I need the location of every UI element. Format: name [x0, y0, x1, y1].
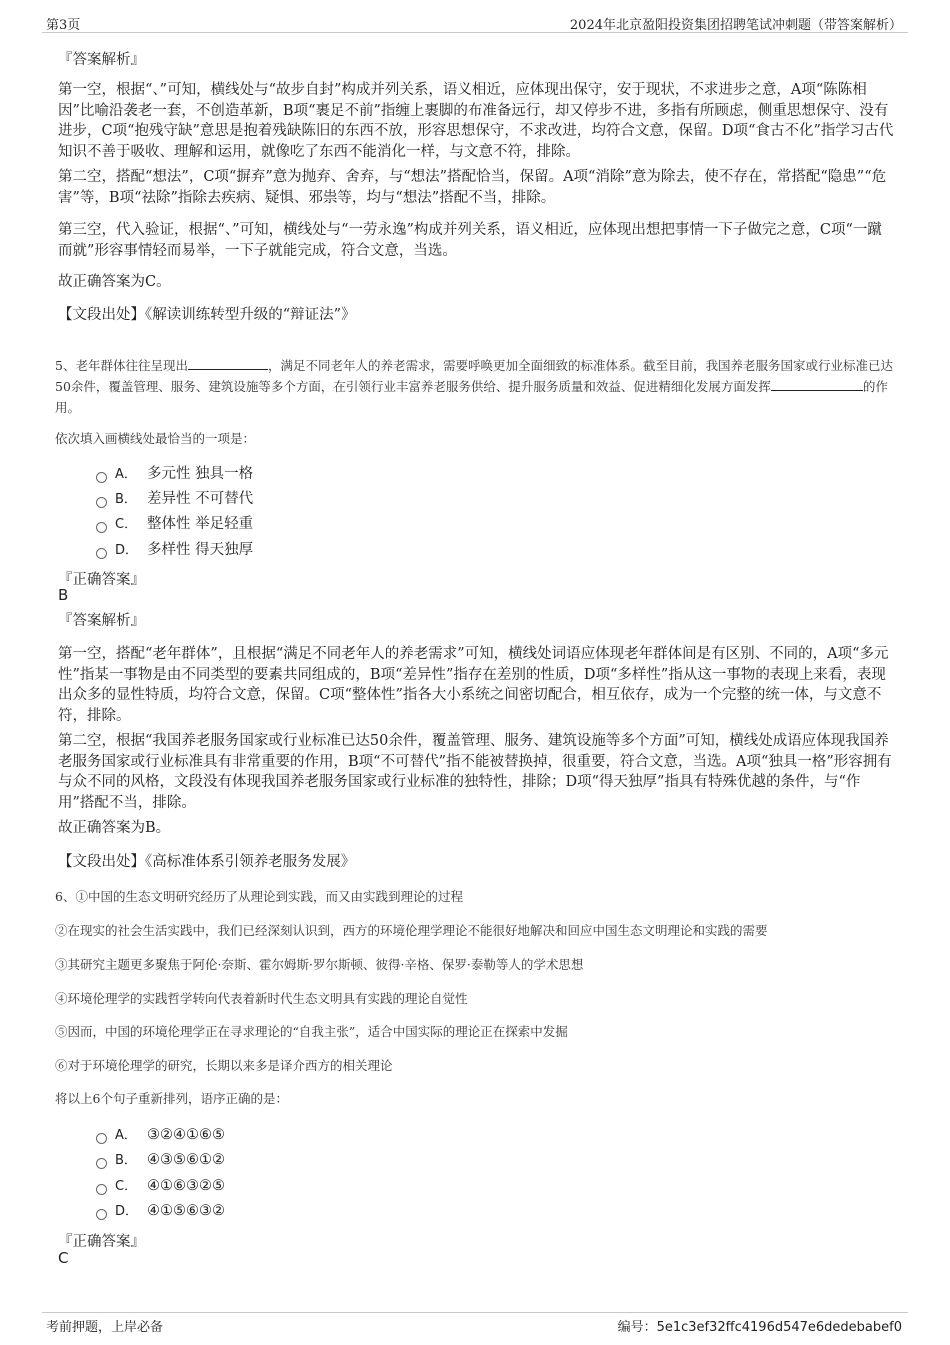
q4-analysis-heading: 『答案解析』: [58, 52, 145, 68]
q5-source: 【文段出处】《高标准体系引领养老服务发展》: [58, 854, 356, 870]
page-header: [42, 12, 908, 33]
q6-sentence-4: ④环境伦理学的实践哲学转向代表着新时代生态文明具有实践的理论自觉性: [55, 991, 468, 1006]
radio-icon[interactable]: [96, 1209, 107, 1220]
q6-sentence-6: ⑥对于环境伦理学的研究，长期以来多是译介西方的相关理论: [55, 1058, 393, 1073]
document-title: 2024年北京盈阳投资集团招聘笔试冲刺题（带答案解析）: [569, 18, 902, 33]
q4-source: 【文段出处】《解读训练转型升级的“辩证法”》: [58, 307, 356, 323]
q4-analysis-p2: 第二空，搭配“想法”，C项“摒弃”意为抛弃、舍弃，与“想法”搭配恰当，保留。A项“消除”意为除去，使不存在，常搭配“隐患”“危害”等，B项“祛除”指除去疾病、疑惧、邪祟等，均与“想法”搭配不当，排除。: [58, 169, 887, 206]
q5-option-d[interactable]: D． 多样性 得天独厚: [96, 540, 253, 561]
q5-stem-part-2: ，满足不同老年人的养老需求，需要呼唤更加全面细致的标准体系。截至目前，我国养老服务国家或行业标准已达50余件，覆盖管理、服务、建筑设施等多个方面，在引领行业丰富养老服务供给、提升服务质量和效益、促进精细化发展方面发挥: [55, 358, 893, 394]
radio-icon[interactable]: [96, 1133, 107, 1144]
q6-option-d[interactable]: D． ④①⑤⑥③②: [96, 1201, 225, 1222]
q6-option-b[interactable]: B． ④③⑤⑥①②: [96, 1150, 225, 1171]
q6-sentence-1: 6、①中国的生态文明研究经历了从理论到实践，而又由实践到理论的过程: [55, 889, 463, 904]
q5-analysis-p1: 第一空，搭配“老年群体”，且根据“满足不同老年人的养老需求”可知，横线处词语应体现老年群体间是有区别、不同的，A项“多元性”指某一事物是由不同类型的要素共同组成的，B项“差异性”指存在差别的性质，D项“多样性”指从这一事物的表现上来看，表现出众多的显性特质，均符合文意，保留。C项“整体性”指各大小系统之间密切配合，相互依存，成为一个完整的统一体，与文意不符，排除。: [58, 646, 889, 724]
q5-blank-1: [188, 357, 268, 370]
radio-icon[interactable]: [96, 1184, 107, 1195]
q5-prompt: 依次填入画横线处最恰当的一项是：: [55, 431, 256, 446]
radio-icon[interactable]: [96, 548, 107, 559]
footer-slogan: 考前押题，上岸必备: [46, 1320, 164, 1335]
q5-correct-answer: B: [58, 586, 69, 604]
q5-option-b[interactable]: B． 差异性 不可替代: [96, 489, 253, 510]
q5-correct-heading: 『正确答案』: [58, 572, 145, 588]
q5-option-c[interactable]: C． 整体性 举足轻重: [96, 514, 253, 535]
q5-analysis-heading: 『答案解析』: [58, 613, 145, 629]
q4-analysis-p1: 第一空，根据“、”可知，横线处与“故步自封”构成并列关系，语义相近，应体现出保守，安于现状，不求进步之意，A项“陈陈相因”比喻沿袭老一套，不创造革新，B项“裹足不前”指缠上裹脚的布准备远行，却又停步不进，多指有所顾虑，侧重思想保守、没有进步，C项“抱残守缺”意思是抱着残缺陈旧的东西不放，形容思想保守，不求改进，均符合文意，保留。D项“食古不化”指学习古代知识不善于吸收、理解和运用，就像吃了东西不能消化一样，与文意不符，排除。: [58, 82, 894, 160]
q5-stem-part-3: 的作用。: [55, 379, 888, 415]
q6-correct-heading: 『正确答案』: [58, 1234, 145, 1250]
page-footer: [42, 1312, 908, 1335]
q4-analysis-p3: 第三空，代入验证，根据“、”可知，横线处与“一劳永逸”构成并列关系，语义相近，应体现出想把事情一下子做完之意，C项“一蹴而就”形容事情轻而易举，一下子就能完成，符合文意，当选。: [58, 222, 882, 259]
radio-icon[interactable]: [96, 497, 107, 508]
q5-option-a[interactable]: A． 多元性 独具一格: [96, 464, 253, 485]
q5-blank-2: [771, 378, 863, 391]
q5-stem: [55, 355, 900, 418]
q4-conclusion: 故正确答案为C。: [58, 274, 171, 290]
page-number: 第3页: [46, 18, 81, 33]
q6-option-c[interactable]: C． ④①⑥③②⑤: [96, 1176, 225, 1197]
q6-prompt: 将以上6个句子重新排列，语序正确的是：: [55, 1091, 288, 1106]
radio-icon[interactable]: [96, 522, 107, 533]
q6-correct-answer: C: [58, 1249, 69, 1267]
q6-option-a[interactable]: A． ③②④①⑥⑤: [96, 1125, 225, 1146]
q5-stem-part-1: 5、老年群体往往呈现出: [55, 358, 188, 373]
q6-sentence-5: ⑤因而，中国的环境伦理学正在寻求理论的“自我主张”，适合中国实际的理论正在探索中发掘: [55, 1024, 568, 1039]
q6-sentence-3: ③其研究主题更多聚焦于阿伦·奈斯、霍尔姆斯·罗尔斯顿、彼得·辛格、保罗·泰勒等人的学术思想: [55, 957, 584, 972]
q6-sentence-2: ②在现实的社会生活实践中，我们已经深刻认识到，西方的环境伦理学理论不能很好地解决和回应中国生态文明理论和实践的需要: [55, 923, 768, 938]
document-id: 编号：5e1c3ef32ffc4196d547e6dedebabef0: [617, 1320, 902, 1335]
q5-analysis-p2: 第二空，根据“我国养老服务国家或行业标准已达50余件，覆盖管理、服务、建筑设施等多个方面”可知，横线处成语应体现我国养老服务国家或行业标准具有非常重要的作用，B项“不可替代”指不能被替换掉，很重要，符合文意，当选。A项“独具一格”形容拥有与众不同的风格，文段没有体现我国养老服务国家或行业标准的独特性，排除；D项“得天独厚”指具有特殊优越的条件，与“作用”搭配不当，排除。: [58, 733, 892, 811]
q5-conclusion: 故正确答案为B。: [58, 820, 171, 836]
radio-icon[interactable]: [96, 1158, 107, 1169]
radio-icon[interactable]: [96, 472, 107, 483]
